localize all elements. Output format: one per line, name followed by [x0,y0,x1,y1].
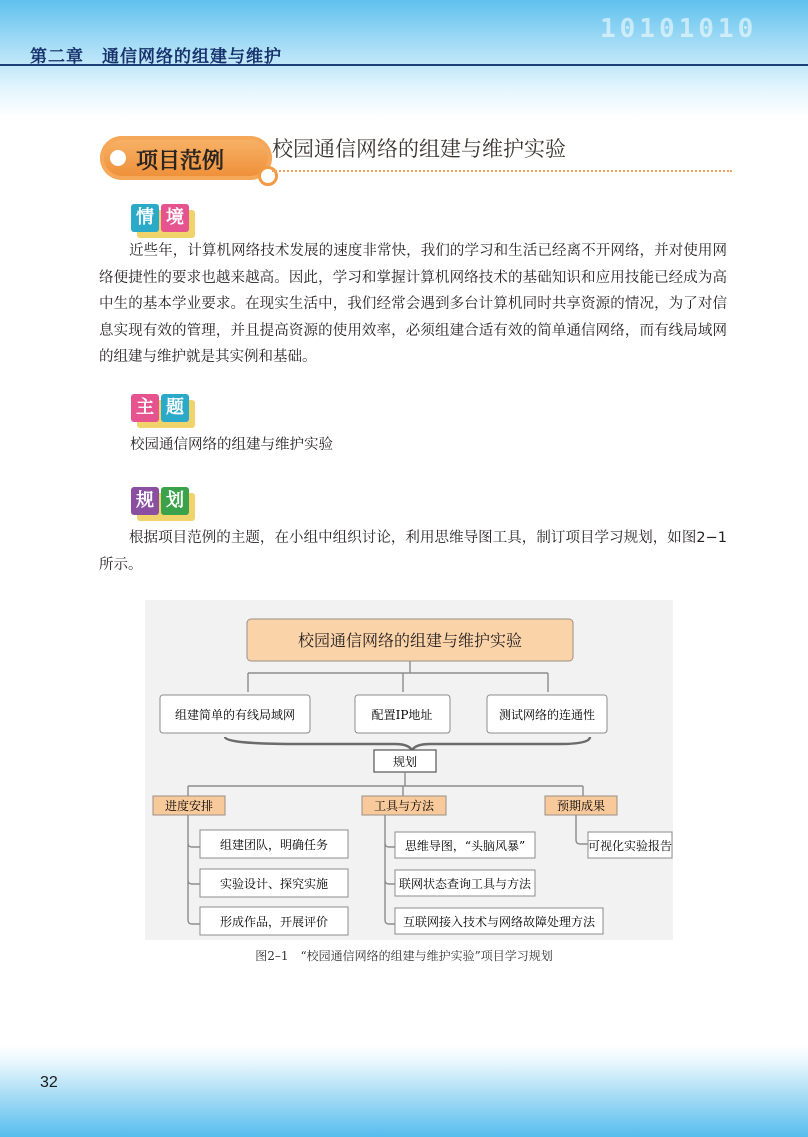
page-footer-band [0,1045,808,1137]
page-header-band [0,0,808,118]
page-number: 32 [40,1074,58,1091]
tag-char: 境 [161,204,189,232]
chapter-title: 第二章 通信网络的组建与维护 [30,47,282,67]
diagram-item-label: 联网状态查询工具与方法 [398,877,532,891]
diagram-item-label: 可视化实验报告 [587,839,673,853]
diagram-branch-label: 进度安排 [164,799,214,813]
diagram-branch-label: 预期成果 [556,799,606,813]
diagram-center-label: 规划 [392,755,418,769]
theme-paragraph: 校园通信网络的组建与维护实验 [130,437,333,453]
plan-paragraph: 根据项目范例的主题，在小组中组织讨论，利用思维导图工具，制订项目学习规划，如图2−1所示。 [99,530,727,573]
tag-char: 情 [131,204,159,232]
tag-char: 规 [131,487,159,515]
badge-dot-icon [110,150,126,166]
section-title: 校园通信网络的组建与维护实验 [272,137,566,161]
badge-ring-icon [258,166,278,186]
diagram-item-label: 实验设计、探究实施 [219,877,329,891]
diagram-item-label: 思维导图，“头脑风暴” [404,839,526,853]
diagram-item-label: 组建团队，明确任务 [219,838,329,852]
diagram-root-label: 校园通信网络的组建与维护实验 [297,631,523,650]
diagram-task-label: 测试网络的连通性 [498,708,596,722]
diagram-item-label: 形成作品，开展评价 [219,915,329,929]
tag-char: 主 [131,394,159,422]
situation-paragraph: 近些年，计算机网络技术发展的速度非常快，我们的学习和生活已经离不开网络，并对使用网络便捷性的要求也越来越高。因此，学习和掌握计算机网络技术的基础知识和应用技能已经成为高中生的基本学业要求。在现实生活中，我们经常会遇到多台计算机同时共享资源的情况，为了对信息实现有效的管理，并且提高资源的使用效率，必须组建合适有效的简单通信网络，而有线局域网的组建与维护就是其实例和基础。 [99,243,727,365]
diagram-task-label: 配置IP地址 [371,708,433,722]
figure-caption: 图2–1 “校园通信网络的组建与维护实验”项目学习规划 [255,949,553,963]
diagram-branch-label: 工具与方法 [373,799,435,813]
tag-char: 划 [161,487,189,515]
diagram-task-label: 组建简单的有线局域网 [174,708,296,722]
project-example-badge [100,136,272,180]
project-plan-diagram [0,600,808,1000]
header-rule [0,64,808,66]
badge-label: 项目范例 [136,149,225,174]
tag-char: 题 [161,394,189,422]
diagram-item-label: 互联网接入技术与网络故障处理方法 [402,915,596,929]
section-title-underline [272,170,732,172]
header-decoration-digits: 10101010 [600,14,758,44]
